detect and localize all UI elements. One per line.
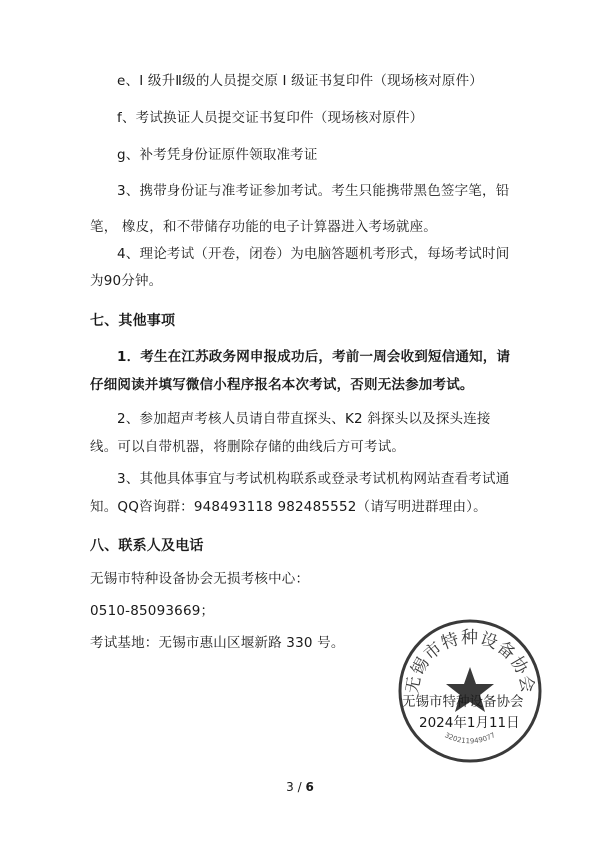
page-current: 3	[286, 780, 294, 794]
contact-address: 考试基地：无锡市惠山区堰新路 330 号。	[90, 635, 345, 651]
item-f: f、考试换证人员提交证书复印件（现场核对原件）	[117, 110, 424, 126]
section7-p1-line2: 仔细阅读并填写微信小程序报名本次考试，否则无法参加考试。	[90, 377, 474, 393]
item3-line1: 3、携带身份证与准考证参加考试。考生只能携带黑色签字笔，铅	[117, 183, 510, 199]
section7-p2-line1: 2、参加超声考核人员请自带直探头、K2 斜探头以及探头连接	[117, 411, 491, 427]
contact-org: 无锡市特种设备协会无损考核中心：	[90, 571, 310, 587]
item4-line2: 为90分钟。	[90, 273, 163, 289]
section7-p3-line1: 3、其他具体事宜与考试机构联系或登录考试机构网站查看考试通	[117, 471, 510, 487]
page-total: 6	[305, 780, 314, 794]
signature-org: 无锡市特种设备协会	[402, 694, 524, 710]
section7-heading: 七、其他事项	[90, 313, 176, 329]
item-e: e、I 级升Ⅱ级的人员提交原 I 级证书复印件（现场核对原件）	[117, 73, 483, 89]
item3-line2: 笔， 橡皮，和不带储存功能的电子计算器进入考场就座。	[90, 219, 437, 235]
signature-date: 2024年1月11日	[419, 715, 520, 731]
section7-p1-line1: 1．考生在江苏政务网申报成功后，考前一周会收到短信通知，请	[117, 349, 511, 365]
section7-p2-line2: 线。可以自带机器，将删除存储的曲线后方可考试。	[90, 439, 406, 455]
item-g: g、补考凭身份证原件领取准考证	[117, 147, 318, 163]
seal-text: 无锡市特种设备协会	[402, 628, 538, 696]
seal-code: 320211949077	[443, 731, 497, 746]
item4-line1: 4、理论考试（开卷，闭卷）为电脑答题机考形式，每场考试时间	[117, 246, 510, 262]
section8-heading: 八、联系人及电话	[90, 538, 204, 554]
official-seal	[396, 617, 544, 765]
contact-phone: 0510-85093669；	[90, 603, 215, 619]
page-separator: /	[293, 780, 306, 794]
page-number	[0, 780, 600, 794]
section7-p3-line2: 知。QQ咨询群：948493118 982485552（请写明进群理由）。	[90, 499, 487, 515]
